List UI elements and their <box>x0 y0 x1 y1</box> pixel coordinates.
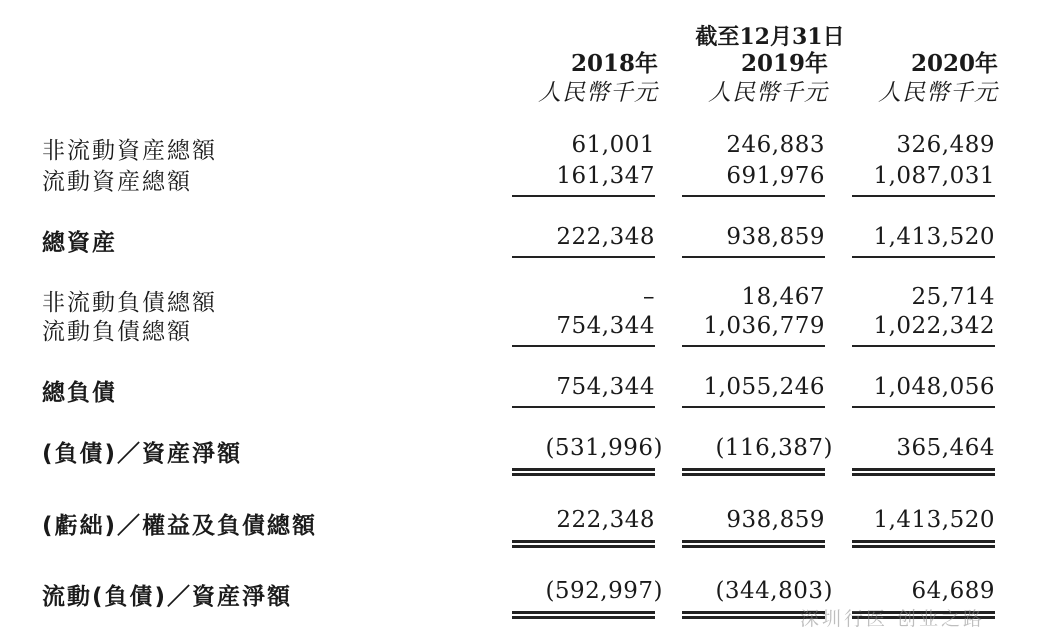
cell-2019: 938,859 <box>726 507 825 533</box>
cell-2020: 1,413,520 <box>873 224 995 250</box>
cell-2019: 1,055,246 <box>703 374 825 400</box>
subtotal-rule <box>682 256 825 258</box>
total-double-rule <box>682 540 825 548</box>
subtotal-rule <box>852 345 995 347</box>
cell-2019: 1,036,779 <box>703 313 825 339</box>
subtotal-rule <box>512 345 655 347</box>
cell-2018: 61,001 <box>571 132 655 158</box>
column-header-2020 <box>848 50 998 108</box>
row-label-net-current: 流動(負債)／資産淨額 <box>42 584 293 610</box>
row-label-current-assets: 流動資産總額 <box>42 169 192 195</box>
row-label-total-assets: 總資産 <box>42 230 117 256</box>
cell-2019: 18,467 <box>741 284 825 310</box>
subtotal-rule <box>682 406 825 408</box>
cell-2019: 246,883 <box>726 132 825 158</box>
cell-2019: (116,387) <box>715 435 833 461</box>
cell-2018: 222,348 <box>556 507 655 533</box>
unit-label: 人民幣千元 <box>708 80 828 106</box>
year-label: 2019年 <box>740 50 828 77</box>
cell-2020: 365,464 <box>896 435 995 461</box>
cell-2020: 25,714 <box>911 284 995 310</box>
cell-2018: 222,348 <box>556 224 655 250</box>
subtotal-rule <box>852 256 995 258</box>
row-label-current-liabilities: 流動負債總額 <box>42 319 192 345</box>
cell-2020: 64,689 <box>911 578 995 604</box>
row-label-non-current-assets: 非流動資産總額 <box>42 138 217 164</box>
total-double-rule <box>512 468 655 476</box>
unit-label: 人民幣千元 <box>538 80 658 106</box>
watermark: 深圳行医 创业之路 <box>800 608 986 630</box>
subtotal-rule <box>852 406 995 408</box>
total-double-rule <box>852 468 995 476</box>
cell-2018: (531,996) <box>545 435 663 461</box>
subtotal-rule <box>512 406 655 408</box>
cell-2020: 1,413,520 <box>873 507 995 533</box>
subtotal-rule <box>682 195 825 197</box>
subtotal-rule <box>852 195 995 197</box>
subtotal-rule <box>512 256 655 258</box>
row-label-net-assets: (負債)／資産淨額 <box>42 441 243 467</box>
cell-2019: (344,803) <box>715 578 833 604</box>
cell-2019: 938,859 <box>726 224 825 250</box>
cell-2018: (592,997) <box>545 578 663 604</box>
cell-2019: 691,976 <box>726 163 825 189</box>
total-double-rule <box>852 540 995 548</box>
subtotal-rule <box>512 195 655 197</box>
cell-2018: 161,347 <box>556 163 655 189</box>
cell-2018: 754,344 <box>556 374 655 400</box>
column-header-2018 <box>508 50 658 108</box>
year-label: 2018年 <box>570 50 658 77</box>
subtotal-rule <box>682 345 825 347</box>
cell-2020: 1,048,056 <box>873 374 995 400</box>
cell-2018: – <box>643 284 655 310</box>
row-label-deficit-equity-liabilities: (虧絀)／權益及負債總額 <box>42 513 318 539</box>
total-double-rule <box>682 468 825 476</box>
cell-2020: 1,087,031 <box>873 163 995 189</box>
unit-label: 人民幣千元 <box>878 80 998 106</box>
total-double-rule <box>512 540 655 548</box>
column-header-2019 <box>678 50 828 108</box>
row-label-total-liabilities: 總負債 <box>42 380 117 406</box>
year-label: 2020年 <box>910 50 998 77</box>
total-double-rule <box>512 611 655 619</box>
cell-2020: 1,022,342 <box>873 313 995 339</box>
cell-2020: 326,489 <box>896 132 995 158</box>
cell-2018: 754,344 <box>556 313 655 339</box>
period-header: 截至12月31日 <box>695 24 845 50</box>
row-label-non-current-liabilities: 非流動負債總額 <box>42 290 217 316</box>
